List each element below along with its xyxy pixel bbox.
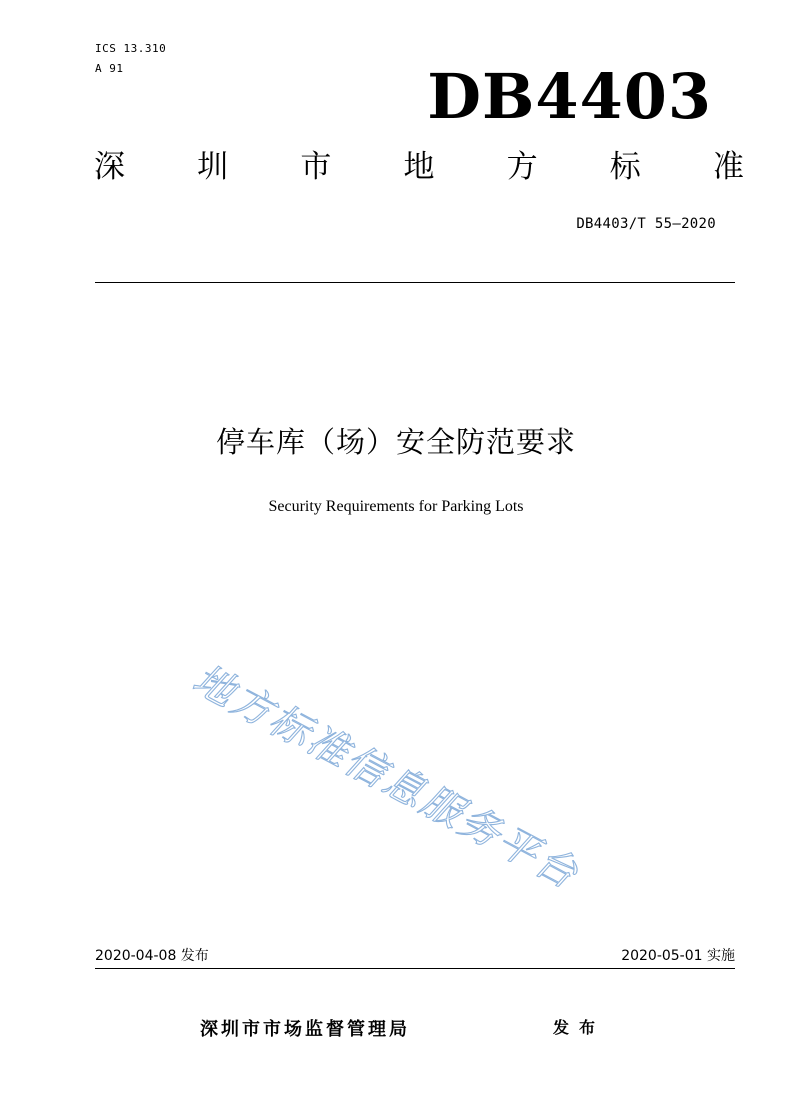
watermark-char: 服 xyxy=(413,777,471,837)
top-divider xyxy=(95,282,735,283)
watermark-char: 务 xyxy=(451,797,509,857)
standard-number: DB4403/T 55—2020 xyxy=(576,216,716,232)
ics-code: ICS 13.310 xyxy=(95,42,167,55)
standard-type-title xyxy=(94,149,744,185)
watermark-char: 标 xyxy=(261,696,319,756)
standard-type-char: 地 xyxy=(403,149,435,185)
watermark-char: 准 xyxy=(299,716,357,777)
standard-type-char: 标 xyxy=(609,149,641,185)
issuing-authority: 深圳市市场监督管理局 xyxy=(200,1019,410,1040)
watermark-char: 方 xyxy=(223,676,281,736)
watermark-char: 息 xyxy=(375,757,433,817)
watermark-char: 平 xyxy=(489,817,547,878)
document-title-english: Security Requirements for Parking Lots xyxy=(268,498,524,515)
ccs-code: A 91 xyxy=(95,62,124,75)
standard-type-char: 圳 xyxy=(197,149,229,185)
standard-type-char: 深 xyxy=(94,149,125,185)
document-title: 停车库（场）安全防范要求 xyxy=(215,425,576,459)
publish-date: 2020-04-08 发布 xyxy=(95,948,209,964)
implementation-date: 2020-05-01 实施 xyxy=(621,948,735,964)
watermark-char: 信 xyxy=(337,736,395,797)
watermark-char: 台 xyxy=(527,837,584,898)
watermark-char: 地 xyxy=(185,656,243,716)
watermark xyxy=(185,648,680,948)
issue-label: 发布 xyxy=(553,1018,606,1037)
bottom-divider xyxy=(95,968,735,969)
standard-type-char: 市 xyxy=(300,149,332,185)
standard-type-char: 准 xyxy=(712,149,744,185)
standard-type-char: 方 xyxy=(506,149,538,185)
standard-code-large: DB4403 xyxy=(427,60,712,133)
